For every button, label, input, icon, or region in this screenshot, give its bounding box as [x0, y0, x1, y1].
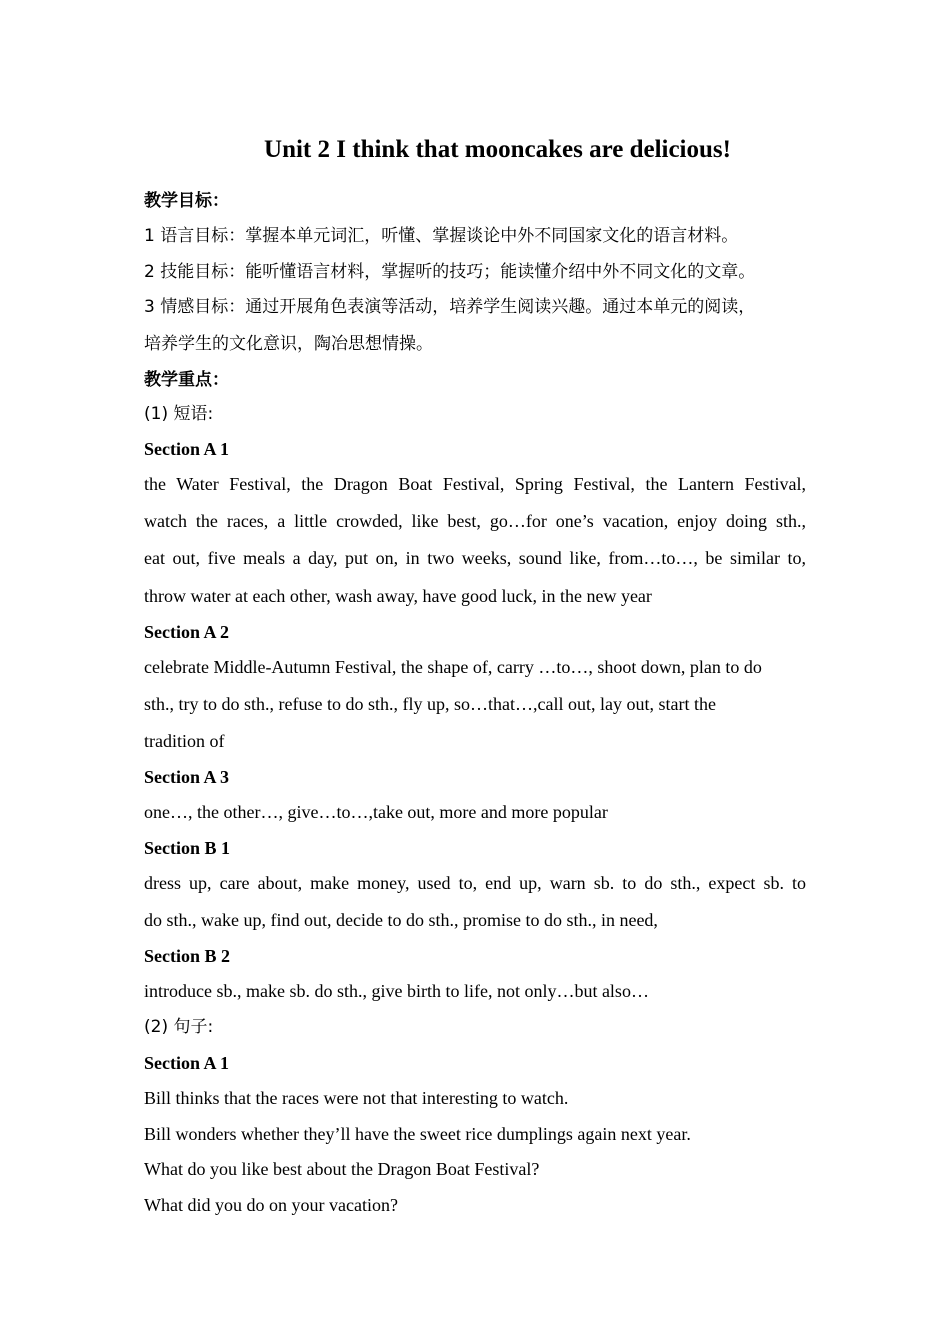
- phrases-label: (1) 短语:: [144, 404, 214, 424]
- phrase-line: watch the races, a little crowded, like best, go…for one’s vacation, enjoy doing sth.,: [144, 511, 806, 531]
- section-heading: Section B 1: [144, 838, 231, 858]
- sentence-line: What did you do on your vacation?: [144, 1195, 398, 1215]
- section-heading: Section A 1: [144, 1053, 230, 1073]
- sentence-line: Bill thinks that the races were not that interesting to watch.: [144, 1088, 569, 1108]
- section-heading: Section B 2: [144, 946, 231, 966]
- phrase-line: introduce sb., make sb. do sth., give birth to life, not only…but also…: [144, 981, 649, 1001]
- sentence-line: What do you like best about the Dragon Boat Festival?: [144, 1159, 540, 1179]
- sentence-line: Bill wonders whether they’ll have the sweet rice dumplings again next year.: [144, 1124, 691, 1144]
- phrase-line: the Water Festival, the Dragon Boat Festival, Spring Festival, the Lantern Festival,: [144, 474, 806, 494]
- objective-line: 培养学生的文化意识，陶冶思想情操。: [144, 334, 433, 354]
- section-heading: Section A 1: [144, 439, 230, 459]
- section-heading: Section A 2: [144, 622, 230, 642]
- phrase-line: tradition of: [144, 731, 225, 751]
- key-points-heading: 教学重点：: [144, 370, 229, 390]
- objectives-heading: 教学目标：: [144, 191, 229, 211]
- phrase-line: dress up, care about, make money, used to, end up, warn sb. to do sth., expect sb. to: [144, 873, 806, 893]
- phrase-line: celebrate Middle-Autumn Festival, the shape of, carry …to…, shoot down, plan to do: [144, 657, 762, 677]
- phrase-line: do sth., wake up, find out, decide to do sth., promise to do sth., in need,: [144, 910, 658, 930]
- phrase-line: one…, the other…, give…to…,take out, more and more popular: [144, 802, 608, 822]
- objective-line: 1 语言目标：掌握本单元词汇，听懂、掌握谈论中外不同国家文化的语言材料。: [144, 226, 739, 246]
- sentences-label: (2) 句子:: [144, 1017, 214, 1037]
- objective-line: 3 情感目标：通过开展角色表演等活动，培养学生阅读兴趣。通过本单元的阅读，: [144, 297, 756, 317]
- section-heading: Section A 3: [144, 767, 230, 787]
- page-title: Unit 2 I think that mooncakes are delicious!: [264, 136, 731, 163]
- objective-line: 2 技能目标：能听懂语言材料，掌握听的技巧；能读懂介绍中外不同文化的文章。: [144, 262, 756, 282]
- phrase-line: eat out, five meals a day, put on, in two weeks, sound like, from…to…, be similar to,: [144, 548, 806, 568]
- phrase-line: sth., try to do sth., refuse to do sth., fly up, so…that…,call out, lay out, start the: [144, 694, 716, 714]
- phrase-line: throw water at each other, wash away, have good luck, in the new year: [144, 586, 652, 606]
